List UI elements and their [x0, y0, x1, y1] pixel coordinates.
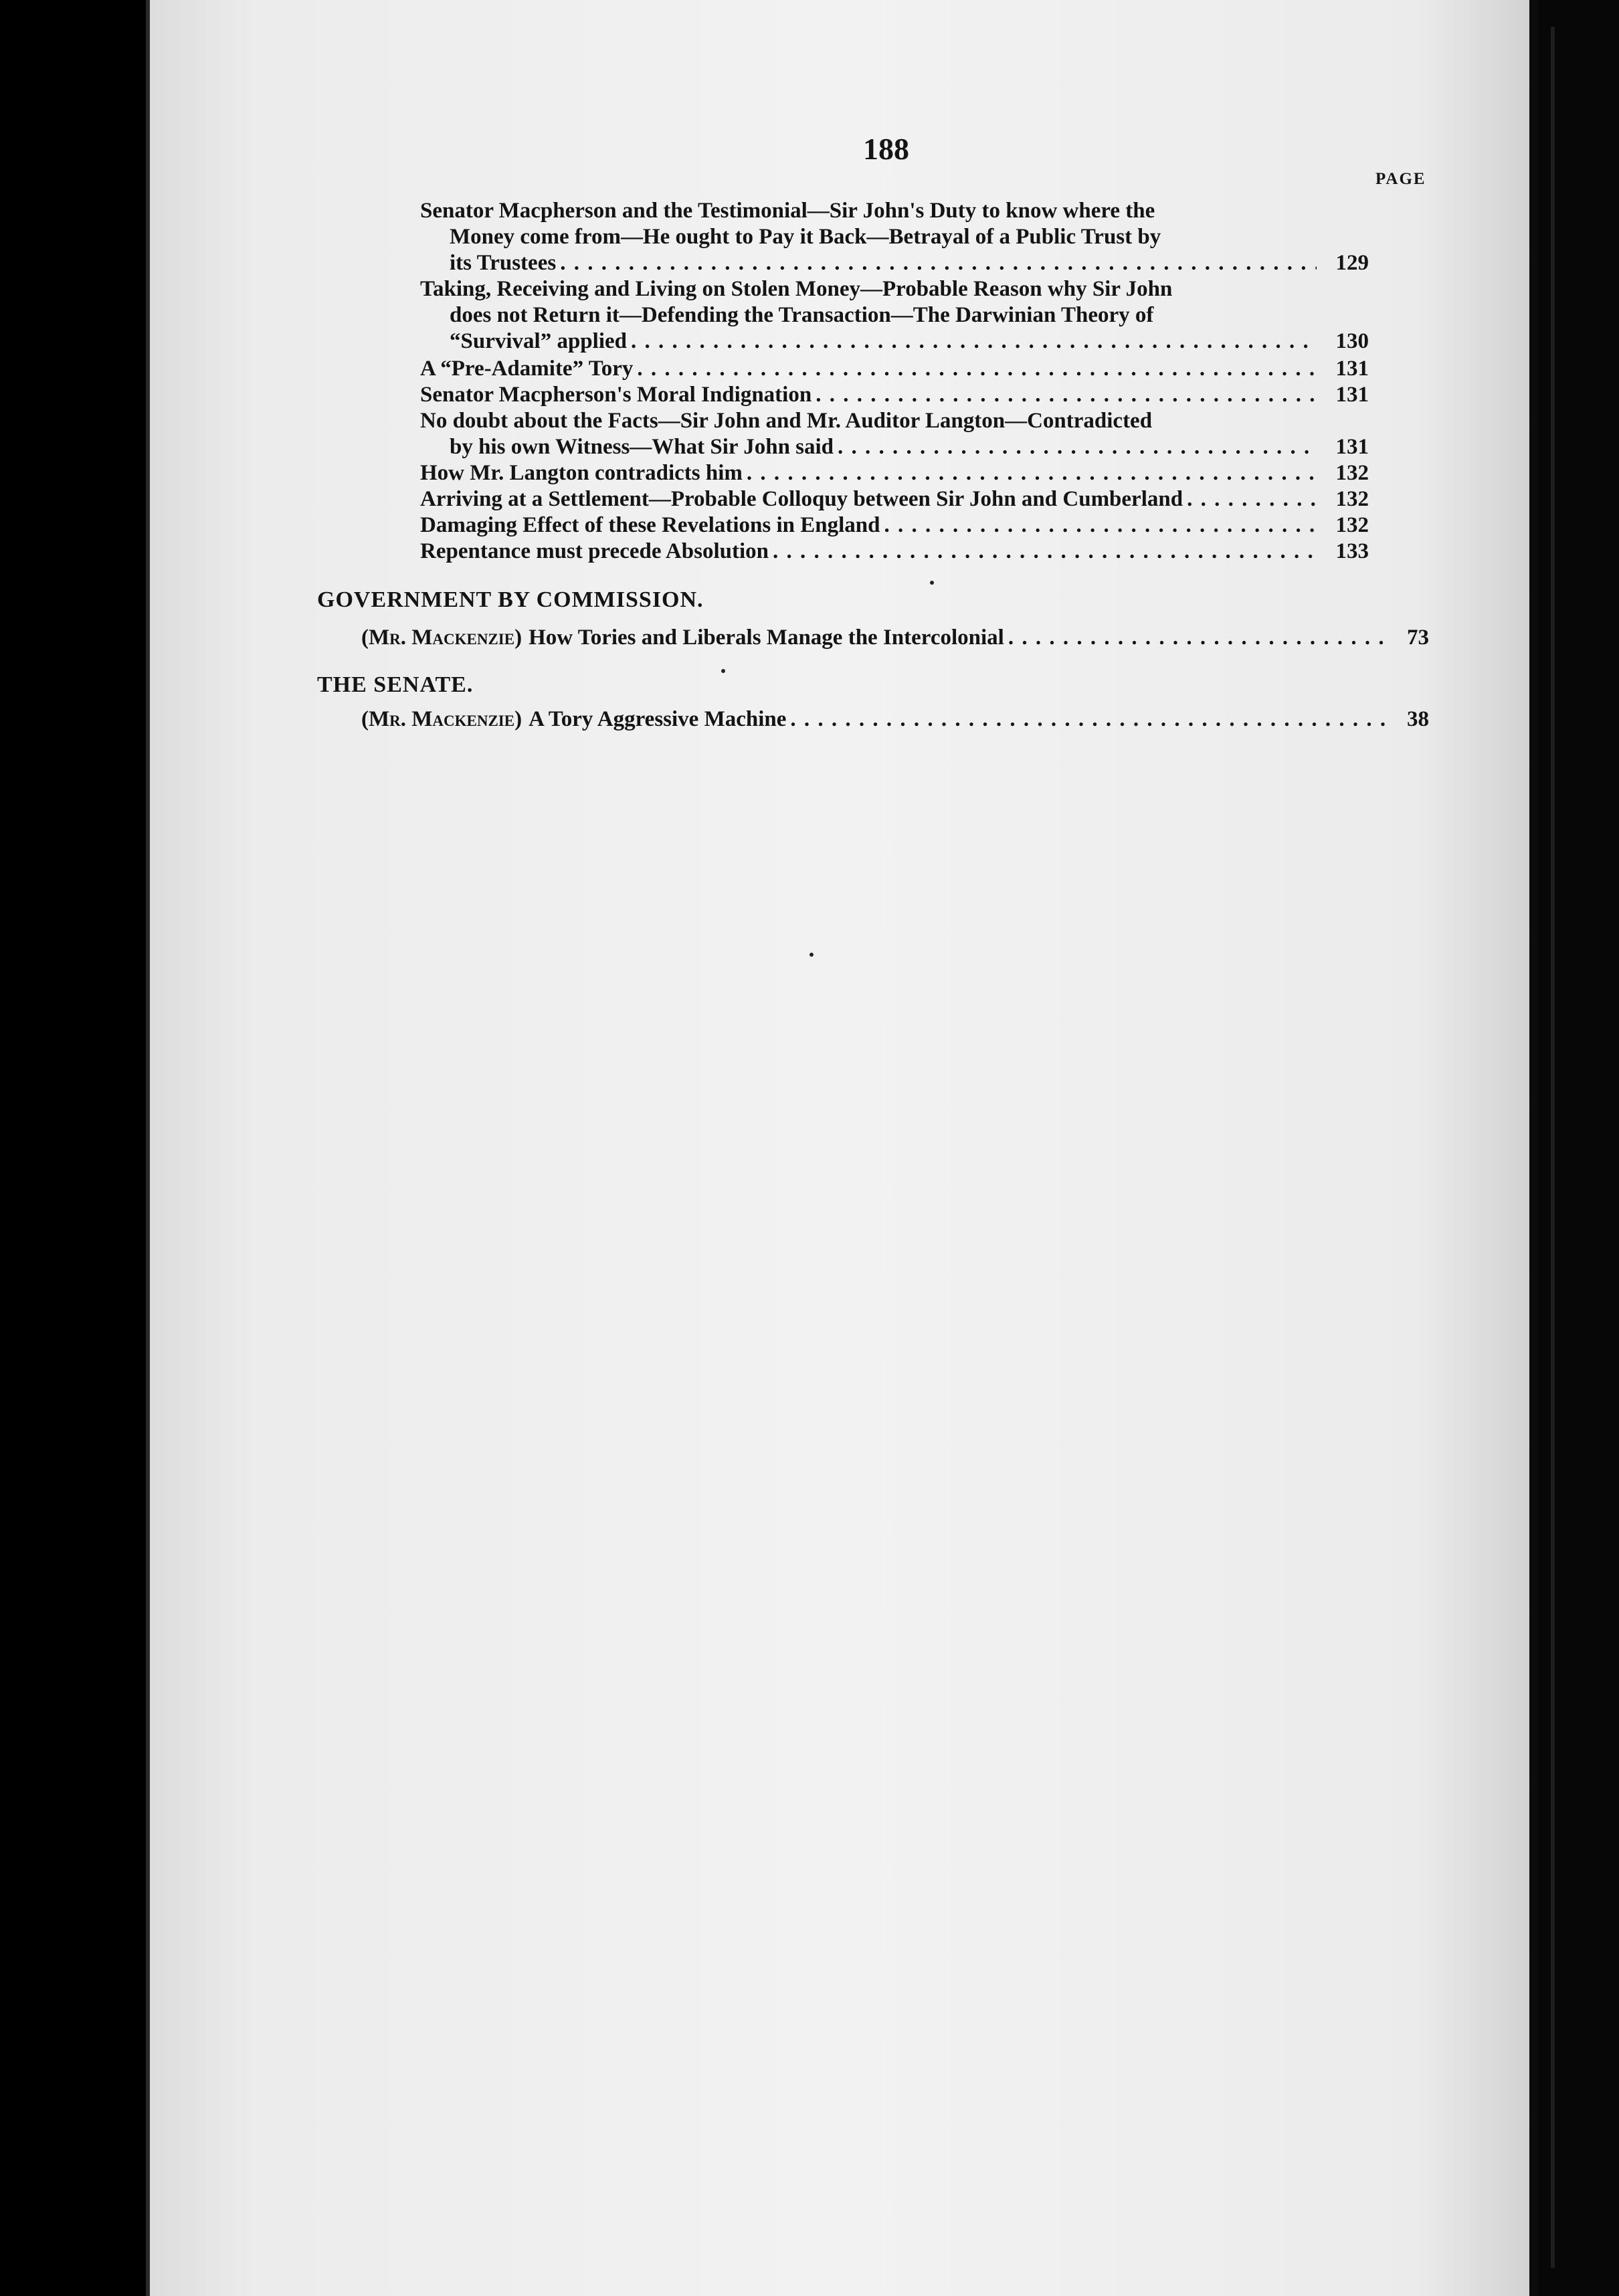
entry-title: How Tories and Liberals Manage the Intercolonial [529, 626, 1004, 650]
page-right-edge [1529, 0, 1539, 2296]
entry-last-line [420, 434, 1369, 460]
entry-last-line [420, 539, 1369, 565]
entry-page-number: 73 [1407, 626, 1429, 650]
entry-title: A Tory Aggressive Machine [529, 707, 787, 731]
entry-page-number: 132 [1335, 513, 1369, 537]
entry-line: How Mr. Langton contradicts him [420, 461, 743, 485]
entry-last-line [420, 486, 1369, 512]
entry-last-line [420, 382, 1369, 408]
entry-page-number: 38 [1407, 707, 1429, 731]
entry-page-number: 131 [1335, 435, 1369, 459]
entry-page-number: 131 [1335, 383, 1369, 407]
toc-entry [420, 408, 1369, 460]
toc-entry [361, 707, 1429, 732]
toc-entry [420, 198, 1369, 276]
toc-entry [420, 512, 1369, 539]
entry-last-line [420, 328, 1369, 355]
entry-line: Arriving at a Settlement—Probable Colloquy between Sir John and Cumberland [420, 487, 1183, 511]
page-column-label: PAGE [1375, 170, 1426, 188]
entry-last-line [420, 356, 1369, 382]
entry-line: “Survival” applied [450, 329, 627, 353]
entry-last-line [420, 460, 1369, 486]
leader-dots [1187, 486, 1317, 512]
entry-line: by his own Witness—What Sir John said [450, 435, 834, 459]
leader-dots [816, 382, 1317, 408]
toc-entry [420, 460, 1369, 486]
leader-dots [790, 707, 1385, 732]
entry-line: Senator Macpherson and the Testimonial—Sir John's Duty to know where the [420, 199, 1155, 223]
entry-last-line [420, 512, 1369, 539]
entry-page-number: 129 [1335, 251, 1369, 275]
leader-dots [1008, 626, 1385, 650]
entry-page-number: 133 [1335, 539, 1369, 563]
leader-dots [637, 356, 1317, 382]
entry-line: Money come from—He ought to Pay it Back—Betrayal of a Public Trust by [450, 225, 1161, 249]
entry-line: does not Return it—Defending the Transaction—The Darwinian Theory of [450, 303, 1154, 327]
toc-entry [420, 539, 1369, 565]
entry-page-number: 130 [1335, 329, 1369, 353]
speaker-name: (Mr. Mackenzie) [361, 707, 522, 731]
entry-line: No doubt about the Facts—Sir John and Mr. Auditor Langton—Contradicted [420, 409, 1153, 433]
entry-line: its Trustees [450, 251, 557, 275]
page-left-edge [146, 0, 150, 2296]
scan-speck [930, 581, 934, 585]
toc-entry [420, 382, 1369, 408]
leader-dots [884, 512, 1317, 539]
entry-line: Repentance must precede Absolution [420, 539, 769, 563]
toc-entry [361, 626, 1429, 650]
section-heading: THE SENATE. [317, 672, 474, 697]
entry-last-line [420, 250, 1369, 276]
toc-entry [420, 276, 1369, 355]
toc-entry [420, 356, 1369, 382]
entry-line: Taking, Receiving and Living on Stolen Money—Probable Reason why Sir John [420, 277, 1173, 301]
leader-dots [747, 460, 1317, 486]
entry-line: Damaging Effect of these Revelations in England [420, 513, 880, 537]
adjacent-page-edge [1539, 0, 1619, 2296]
entry-line: Senator Macpherson's Moral Indignation [420, 383, 812, 407]
speaker-name: (Mr. Mackenzie) [361, 626, 522, 650]
leader-dots [838, 434, 1317, 460]
scan-speck [721, 669, 725, 673]
entry-page-number: 131 [1335, 357, 1369, 381]
leader-dots [631, 328, 1317, 355]
leader-dots [773, 539, 1317, 565]
scan-speck [810, 953, 814, 957]
entry-line: A “Pre-Adamite” Tory [420, 357, 634, 381]
leader-dots [560, 250, 1317, 276]
entry-page-number: 132 [1335, 461, 1369, 485]
page-number: 188 [863, 132, 909, 166]
entry-page-number: 132 [1335, 487, 1369, 511]
toc-entry [420, 486, 1369, 512]
section-heading: GOVERNMENT BY COMMISSION. [317, 587, 704, 612]
